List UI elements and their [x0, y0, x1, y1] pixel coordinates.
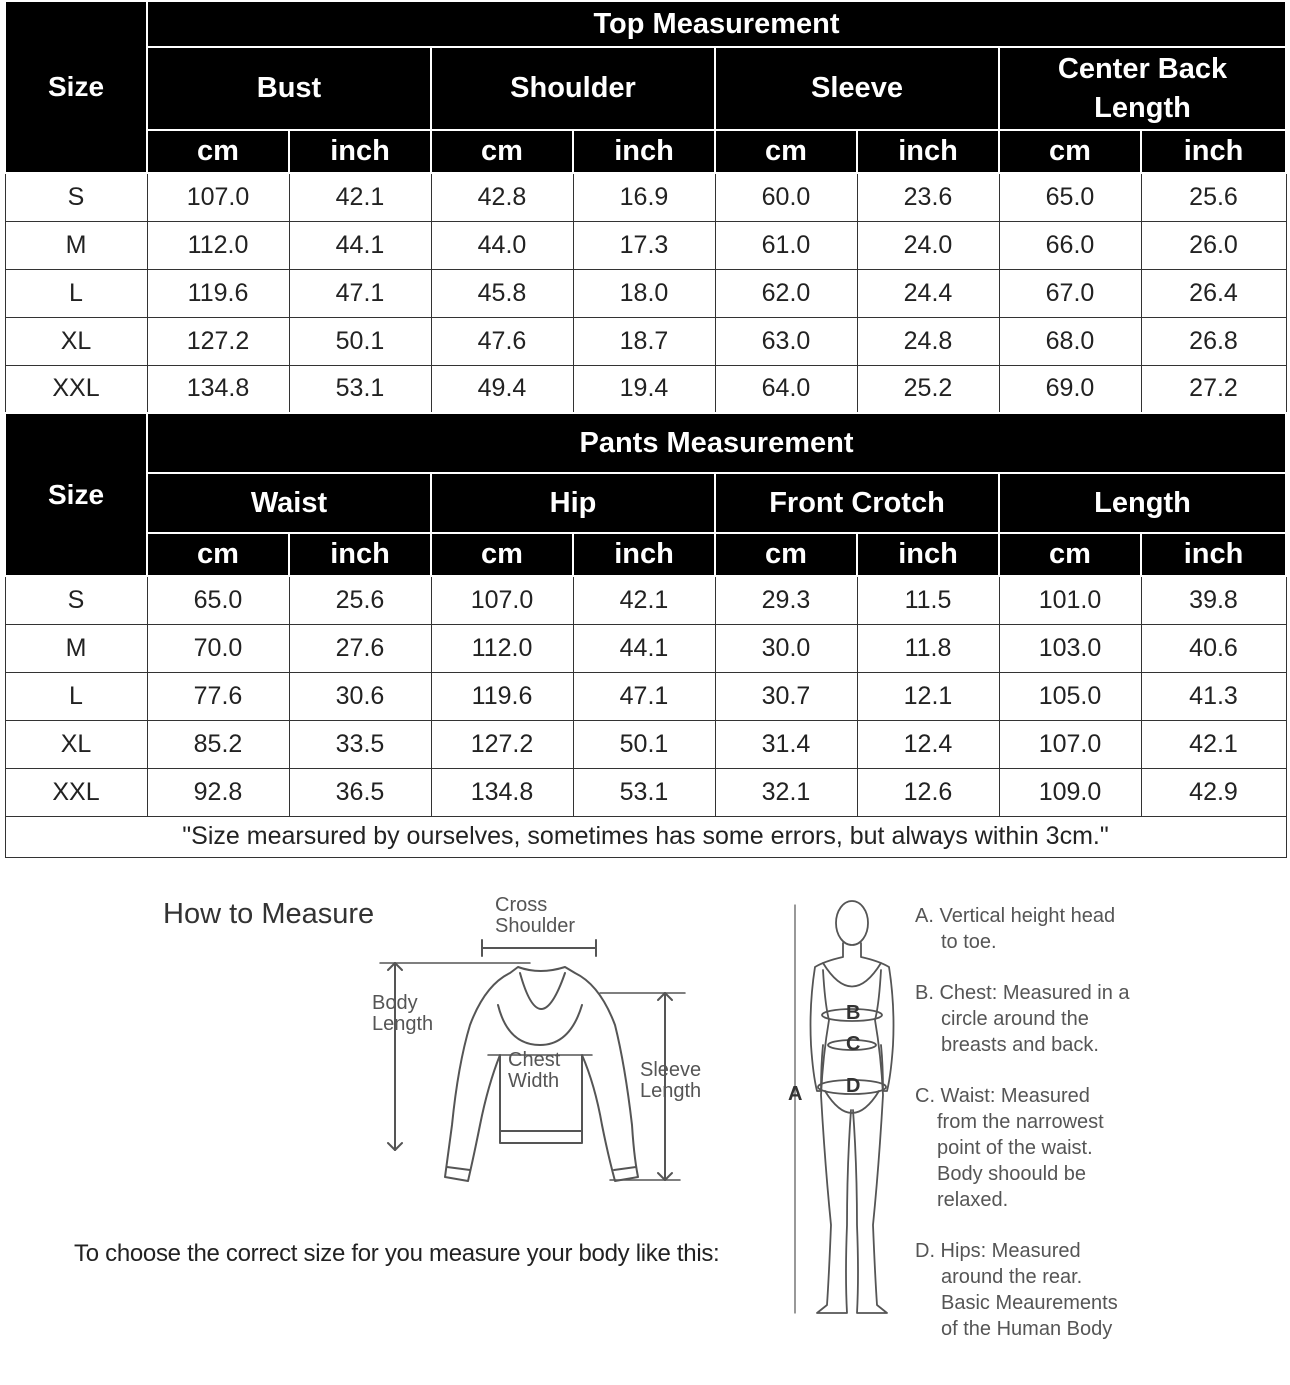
how-to-measure-title: How to Measure — [163, 898, 375, 930]
value-cell: 30.7 — [715, 672, 857, 720]
pants-table-title: Pants Measurement — [147, 413, 1286, 473]
value-cell: 61.0 — [715, 221, 857, 269]
value-cell: 12.6 — [857, 768, 999, 816]
value-cell: 105.0 — [999, 672, 1141, 720]
value-cell: 42.1 — [289, 173, 431, 221]
pants-group-header: Waist — [147, 473, 431, 533]
marker-d: D — [846, 1075, 861, 1097]
value-cell: 41.3 — [1141, 672, 1286, 720]
value-cell: 134.8 — [147, 365, 289, 413]
cross-shoulder-label: Cross Shoulder — [495, 894, 576, 937]
value-cell: 24.4 — [857, 269, 999, 317]
value-cell: 107.0 — [999, 720, 1141, 768]
value-cell: 11.8 — [857, 624, 999, 672]
table-row — [5, 624, 1286, 672]
value-cell: 50.1 — [573, 720, 715, 768]
top-group-header: Shoulder — [431, 47, 715, 130]
value-cell: 68.0 — [999, 317, 1141, 365]
size-cell: XXL — [5, 365, 147, 413]
size-cell: XXL — [5, 768, 147, 816]
value-cell: 112.0 — [431, 624, 573, 672]
pants-group-header: Length — [999, 473, 1286, 533]
pants-group-header: Front Crotch — [715, 473, 999, 533]
value-cell: 16.9 — [573, 173, 715, 221]
table-row — [5, 173, 1286, 221]
size-chart-table — [4, 0, 1287, 858]
instruction-text: To choose the correct size for you measure your body like this: — [74, 1240, 720, 1267]
size-cell: S — [5, 173, 147, 221]
top-group-header: Bust — [147, 47, 431, 130]
table-row — [5, 576, 1286, 624]
value-cell: 26.4 — [1141, 269, 1286, 317]
top-group-header: Center Back Length — [999, 47, 1286, 130]
value-cell: 69.0 — [999, 365, 1141, 413]
value-cell: 44.1 — [573, 624, 715, 672]
value-cell: 47.6 — [431, 317, 573, 365]
value-cell: 119.6 — [147, 269, 289, 317]
value-cell: 42.9 — [1141, 768, 1286, 816]
pants-size-header: Size — [5, 413, 147, 576]
table-row — [5, 672, 1286, 720]
value-cell: 17.3 — [573, 221, 715, 269]
value-cell: 67.0 — [999, 269, 1141, 317]
definition-b: B. Chest: Measured in a circle around the breasts and back. — [915, 982, 1130, 1056]
size-cell: XL — [5, 720, 147, 768]
table-row — [5, 269, 1286, 317]
value-cell: 24.8 — [857, 317, 999, 365]
table-row — [5, 720, 1286, 768]
size-cell: XL — [5, 317, 147, 365]
value-cell: 25.6 — [289, 576, 431, 624]
value-cell: 53.1 — [289, 365, 431, 413]
value-cell: 107.0 — [431, 576, 573, 624]
value-cell: 77.6 — [147, 672, 289, 720]
value-cell: 42.1 — [573, 576, 715, 624]
value-cell: 127.2 — [431, 720, 573, 768]
value-cell: 45.8 — [431, 269, 573, 317]
value-cell: 11.5 — [857, 576, 999, 624]
value-cell: 42.1 — [1141, 720, 1286, 768]
value-cell: 30.6 — [289, 672, 431, 720]
size-cell: L — [5, 269, 147, 317]
marker-b: B — [846, 1002, 861, 1024]
value-cell: 112.0 — [147, 221, 289, 269]
size-cell: M — [5, 624, 147, 672]
chest-width-label: Chest Width — [508, 1049, 561, 1092]
value-cell: 24.0 — [857, 221, 999, 269]
value-cell: 64.0 — [715, 365, 857, 413]
unit-header: cm — [431, 533, 573, 576]
size-cell: L — [5, 672, 147, 720]
unit-header: inch — [1141, 130, 1286, 173]
value-cell: 44.1 — [289, 221, 431, 269]
top-group-header: Sleeve — [715, 47, 999, 130]
value-cell: 25.2 — [857, 365, 999, 413]
value-cell: 47.1 — [573, 672, 715, 720]
definition-c: C. Waist: Measured from the narrowest point of the waist. Body shoould be relaxed. — [915, 1085, 1104, 1211]
value-cell: 12.4 — [857, 720, 999, 768]
pants-group-header: Hip — [431, 473, 715, 533]
size-cell: M — [5, 221, 147, 269]
value-cell: 103.0 — [999, 624, 1141, 672]
marker-c: C — [846, 1033, 861, 1055]
table-row — [5, 768, 1286, 816]
value-cell: 18.0 — [573, 269, 715, 317]
unit-header: cm — [431, 130, 573, 173]
value-cell: 25.6 — [1141, 173, 1286, 221]
value-cell: 32.1 — [715, 768, 857, 816]
value-cell: 12.1 — [857, 672, 999, 720]
value-cell: 63.0 — [715, 317, 857, 365]
table-row — [5, 221, 1286, 269]
unit-header: inch — [289, 533, 431, 576]
unit-header: inch — [573, 130, 715, 173]
value-cell: 109.0 — [999, 768, 1141, 816]
sleeve-length-label: Sleeve Length — [640, 1059, 702, 1102]
value-cell: 26.0 — [1141, 221, 1286, 269]
value-cell: 66.0 — [999, 221, 1141, 269]
top-size-header: Size — [5, 1, 147, 173]
sweater-diagram — [370, 895, 720, 1195]
value-cell: 134.8 — [431, 768, 573, 816]
unit-header: inch — [857, 533, 999, 576]
table-row — [5, 317, 1286, 365]
unit-header: cm — [999, 533, 1141, 576]
value-cell: 50.1 — [289, 317, 431, 365]
unit-header: cm — [147, 130, 289, 173]
value-cell: 47.1 — [289, 269, 431, 317]
value-cell: 31.4 — [715, 720, 857, 768]
value-cell: 65.0 — [999, 173, 1141, 221]
table-row — [5, 365, 1286, 413]
value-cell: 18.7 — [573, 317, 715, 365]
value-cell: 127.2 — [147, 317, 289, 365]
value-cell: 23.6 — [857, 173, 999, 221]
value-cell: 26.8 — [1141, 317, 1286, 365]
value-cell: 44.0 — [431, 221, 573, 269]
value-cell: 101.0 — [999, 576, 1141, 624]
value-cell: 60.0 — [715, 173, 857, 221]
body-length-label: Body Length — [372, 992, 434, 1035]
value-cell: 62.0 — [715, 269, 857, 317]
value-cell: 39.8 — [1141, 576, 1286, 624]
value-cell: 40.6 — [1141, 624, 1286, 672]
value-cell: 29.3 — [715, 576, 857, 624]
value-cell: 49.4 — [431, 365, 573, 413]
unit-header: inch — [1141, 533, 1286, 576]
marker-a: A — [788, 1083, 803, 1105]
value-cell: 107.0 — [147, 173, 289, 221]
value-cell: 53.1 — [573, 768, 715, 816]
value-cell: 42.8 — [431, 173, 573, 221]
top-table-title: Top Measurement — [147, 1, 1286, 47]
unit-header: cm — [715, 533, 857, 576]
unit-header: inch — [857, 130, 999, 173]
definition-d: D. Hips: Measured around the rear. Basic Meaurements of the Human Body — [915, 1240, 1118, 1340]
size-cell: S — [5, 576, 147, 624]
definition-a: A. Vertical height head to toe. — [915, 905, 1116, 953]
value-cell: 27.2 — [1141, 365, 1286, 413]
value-cell: 85.2 — [147, 720, 289, 768]
unit-header: cm — [999, 130, 1141, 173]
value-cell: 30.0 — [715, 624, 857, 672]
value-cell: 92.8 — [147, 768, 289, 816]
value-cell: 27.6 — [289, 624, 431, 672]
value-cell: 33.5 — [289, 720, 431, 768]
value-cell: 119.6 — [431, 672, 573, 720]
value-cell: 65.0 — [147, 576, 289, 624]
unit-header: cm — [147, 533, 289, 576]
unit-header: inch — [573, 533, 715, 576]
value-cell: 36.5 — [289, 768, 431, 816]
unit-header: inch — [289, 130, 431, 173]
value-cell: 70.0 — [147, 624, 289, 672]
unit-header: cm — [715, 130, 857, 173]
value-cell: 19.4 — [573, 365, 715, 413]
human-body-diagram — [785, 895, 905, 1325]
measurement-note: "Size mearsured by ourselves, sometimes has some errors, but always within 3cm." — [5, 816, 1286, 857]
